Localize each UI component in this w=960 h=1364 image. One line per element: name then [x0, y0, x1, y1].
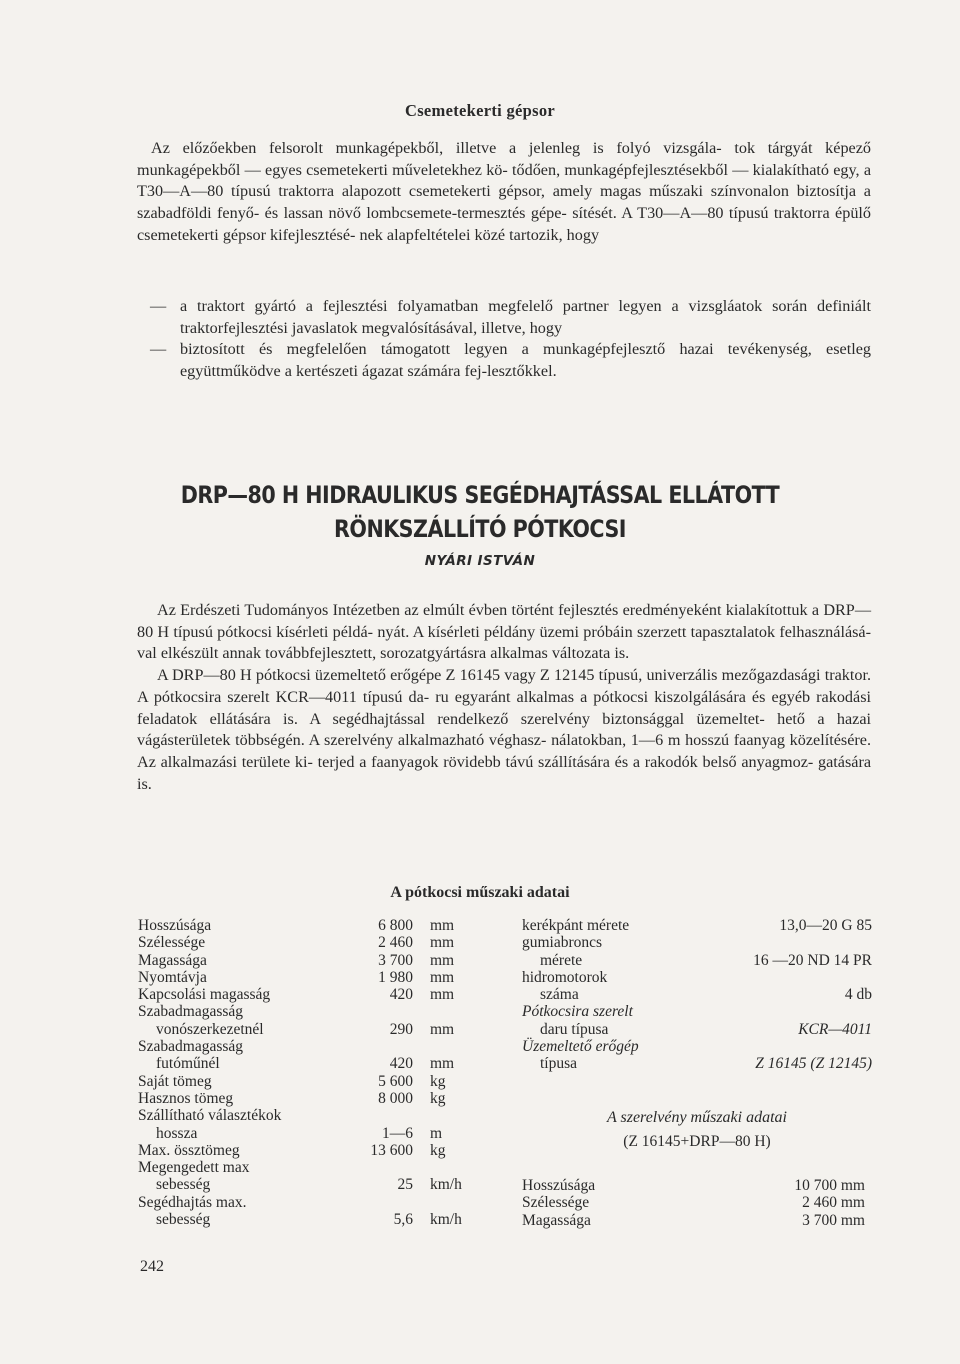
- spec-label: Hosszúsága: [522, 1177, 596, 1194]
- intro-line: traktorra alapozott csemetekerti gépsor, amely magas műszaki színvonalon: [278, 182, 789, 201]
- spec-value: 13,0—20 G 85: [779, 917, 872, 934]
- spec-row: [522, 1021, 872, 1038]
- spec-row: [138, 986, 488, 1003]
- intro-line: tok tárgyát képező munkagépekből — egyes csemetekerti műveletekhez kö-: [137, 139, 872, 179]
- spec-unit: kg: [430, 1072, 446, 1090]
- bullet-dash: —: [150, 297, 167, 315]
- spec-label: Megengedett max: [138, 1159, 250, 1177]
- spec-value: Z 16145 (Z 12145): [755, 1055, 872, 1073]
- spec-label: Szabadmagasság: [138, 1038, 244, 1056]
- spec-unit: kg: [430, 1141, 446, 1159]
- spec-row: [138, 1021, 488, 1038]
- spec-label: hidromotorok: [522, 968, 608, 986]
- spec-row: [138, 952, 488, 969]
- intro-line: biztosítja a szabadföldi fenyő- és lassan növő lombcsemete-termesztés gépe-: [137, 182, 871, 223]
- spec-row: [138, 1038, 488, 1055]
- specs-right-table: [522, 917, 872, 1073]
- spec-row: [522, 969, 872, 986]
- body-line: Az Erdészeti Tudományos Intézetben az elmúlt évben történt fejlesztés: [157, 601, 619, 619]
- article-body: [137, 600, 871, 795]
- spec-row: [138, 1125, 488, 1142]
- spec-unit: mm: [430, 934, 455, 952]
- spec-value: 3 700: [378, 951, 413, 969]
- bullet-dash: —: [150, 340, 167, 359]
- spec-label: Max. össztömeg: [138, 1141, 240, 1159]
- spec-row: [522, 1038, 872, 1055]
- spec-label: sebesség: [156, 1176, 211, 1194]
- spec-row: [522, 1055, 872, 1072]
- spec-label: Magassága: [522, 1211, 591, 1229]
- body-line: ru egyaránt alkalmas a pótkocsi kiszolgálására és egyéb rakodási feladatok: [137, 687, 871, 728]
- spec-label: Segédhajtás max.: [138, 1193, 247, 1211]
- spec-row: [138, 1055, 488, 1072]
- assembly-subtitle: (Z 16145+DRP—80 H): [623, 1133, 771, 1150]
- spec-row: [138, 1073, 488, 1090]
- assembly-table: [522, 1177, 865, 1229]
- spec-label: Szállítható választékok: [138, 1107, 282, 1125]
- spec-label: Hasznos tömeg: [138, 1089, 234, 1107]
- spec-row: [138, 917, 488, 934]
- spec-unit: m: [430, 1124, 443, 1142]
- spec-unit: km/h: [430, 1211, 462, 1229]
- bullet-text: biztosított és megfelelően támogatott legyen a munkagépfejlesztő hazai tevékenység, esetleg együttműködve a kertészeti ágazat számára fej-lesztőkkel.: [180, 340, 871, 381]
- spec-unit: mm: [430, 917, 455, 934]
- spec-label: száma: [540, 986, 579, 1004]
- spec-row: [138, 1176, 488, 1193]
- spec-row: [522, 986, 872, 1003]
- body-line: eredményeként kialakítottuk a DRP—80 H típusú pótkocsi kísérleti példá-: [137, 601, 872, 641]
- body-line: hető a hazai vágásterületek többségén. A szerelvény alkalmazható véghasz-: [137, 709, 871, 750]
- spec-label: Szélessége: [522, 1194, 590, 1212]
- bullet-text: a traktort gyártó a fejlesztési folyamatban megfelelő partner legyen a vizsgláatok során definiált traktorfejlesztési javaslatok megvalósításával, illetve, hogy: [180, 297, 871, 337]
- bullet-list: [150, 296, 871, 383]
- intro-line: nek alapfeltételei közé tartozik, hogy: [359, 225, 600, 244]
- body-line: nálatokban, 1—6 m hosszú faanyag közelítésére. Az alkalmazási területe ki-: [137, 731, 872, 771]
- intro-line: Az előzőekben felsorolt munkagépekből, illetve a jelenleg is folyó vizsgála-: [151, 139, 722, 157]
- spec-label: Szélessége: [138, 934, 206, 952]
- spec-value: 2 460: [378, 934, 413, 952]
- spec-value: 1—6: [382, 1124, 413, 1142]
- spec-value: 290: [389, 1020, 413, 1038]
- specs-title: A pótkocsi műszaki adatai: [390, 884, 570, 901]
- spec-value: KCR—4011: [798, 1020, 872, 1038]
- spec-unit: mm: [430, 968, 455, 986]
- body-line: A DRP—80 H pótkocsi üzemeltető erőgépe Z 16145 vagy Z 12145 típusú,: [157, 666, 643, 685]
- spec-row: [138, 1090, 488, 1107]
- intro-line: sítését. A T30—A—80 típusú traktorra épülő csemetekerti gépsor kifejlesztésé-: [137, 204, 871, 244]
- body-line: val elkészült annak továbbfejlesztett, sorozatgyártásra alkalmas változata is.: [137, 644, 630, 663]
- article-title-line: RÖNKSZÁLLÍTÓ PÓTKOCSI: [334, 515, 626, 543]
- spec-unit: mm: [430, 1020, 455, 1038]
- body-line: gatására is.: [137, 752, 872, 793]
- spec-label: Nyomtávja: [138, 968, 207, 986]
- spec-label: mérete: [540, 951, 583, 969]
- page-number: 242: [140, 1258, 164, 1275]
- body-line: nyát. A kísérleti példány üzemi próbáin szerzett tapasztalatok felhasználásá-: [377, 622, 872, 641]
- spec-label: Kapcsolási magasság: [138, 986, 271, 1004]
- spec-row: [522, 934, 872, 951]
- spec-label: hossza: [156, 1124, 198, 1142]
- spec-label: sebesség: [156, 1211, 211, 1229]
- spec-unit: mm: [430, 986, 455, 1004]
- spec-row: [522, 1194, 865, 1211]
- spec-value: 1 980: [378, 968, 413, 986]
- article-title: [67, 478, 893, 546]
- spec-row: [522, 1212, 865, 1229]
- spec-label: vonószerkezetnél: [156, 1020, 264, 1038]
- specs-left-table: [138, 917, 488, 1228]
- spec-value: 10 700 mm: [794, 1177, 865, 1194]
- spec-row: [138, 969, 488, 986]
- article-title-line: DRP—80 H HIDRAULIKUS SEGÉDHAJTÁSSAL ELLÁTOTT: [180, 481, 780, 509]
- spec-value: 3 700 mm: [802, 1211, 865, 1229]
- body-line: ellátására is. A segédhajtással rendelkező szerelvény biztonsággal üzemeltet-: [209, 709, 765, 728]
- spec-row: [522, 952, 872, 969]
- spec-unit: kg: [430, 1089, 446, 1107]
- bullet-item: [150, 296, 871, 339]
- spec-row: [138, 934, 488, 951]
- spec-label: Üzemeltető erőgép: [522, 1038, 639, 1056]
- spec-label: Szabadmagasság: [138, 1003, 244, 1021]
- assembly-title: A szerelvény műszaki adatai: [607, 1109, 787, 1126]
- spec-value: 5,6: [393, 1211, 413, 1229]
- spec-label: Hosszúsága: [138, 917, 212, 934]
- spec-row: [522, 1003, 872, 1020]
- spec-row: [138, 1107, 488, 1124]
- spec-label: kerékpánt mérete: [522, 917, 630, 934]
- spec-unit: mm: [430, 951, 455, 969]
- spec-value: 25: [397, 1176, 413, 1194]
- spec-label: Saját tömeg: [138, 1072, 212, 1090]
- spec-label: típusa: [540, 1055, 578, 1073]
- intro-paragraph: [137, 138, 871, 247]
- spec-value: 4 db: [844, 986, 872, 1004]
- spec-label: futóműnél: [156, 1055, 220, 1073]
- spec-value: 8 000: [378, 1089, 413, 1107]
- spec-unit: mm: [430, 1055, 455, 1073]
- intro-line: tődően, munkagépfejlesztésekből — kialakítható egy, a T30—A—80 típusú: [137, 160, 872, 201]
- bullet-item: [150, 339, 871, 382]
- spec-value: 6 800: [378, 917, 413, 934]
- spec-label: Magassága: [138, 951, 207, 969]
- spec-row: [138, 1194, 488, 1211]
- spec-row: [522, 1177, 865, 1194]
- spec-value: 5 600: [378, 1072, 413, 1090]
- spec-value: 13 600: [370, 1141, 413, 1159]
- spec-value: 420: [389, 986, 413, 1004]
- spec-row: [138, 1211, 488, 1228]
- spec-value: 420: [389, 1055, 413, 1073]
- spec-row: [138, 1003, 488, 1020]
- spec-row: [138, 1142, 488, 1159]
- body-line: terjed a faanyagok rövidebb távú szállítására és a rakodók belső anyagmoz-: [317, 752, 814, 771]
- body-line: univerzális mezőgazdasági traktor. A pótkocsira szerelt KCR—4011 típusú da-: [137, 666, 871, 706]
- spec-value: 16 —20 ND 14 PR: [753, 951, 872, 969]
- spec-value: 2 460 mm: [802, 1194, 865, 1212]
- spec-unit: km/h: [430, 1176, 462, 1194]
- spec-row: [522, 917, 872, 934]
- spec-label: gumiabroncs: [522, 934, 603, 952]
- spec-label: daru típusa: [540, 1020, 609, 1038]
- spec-label: Pótkocsira szerelt: [522, 1003, 633, 1021]
- section-title: Csemetekerti gépsor: [404, 101, 556, 120]
- article-author: NYÁRI ISTVÁN: [424, 553, 536, 569]
- spec-row: [138, 1159, 488, 1176]
